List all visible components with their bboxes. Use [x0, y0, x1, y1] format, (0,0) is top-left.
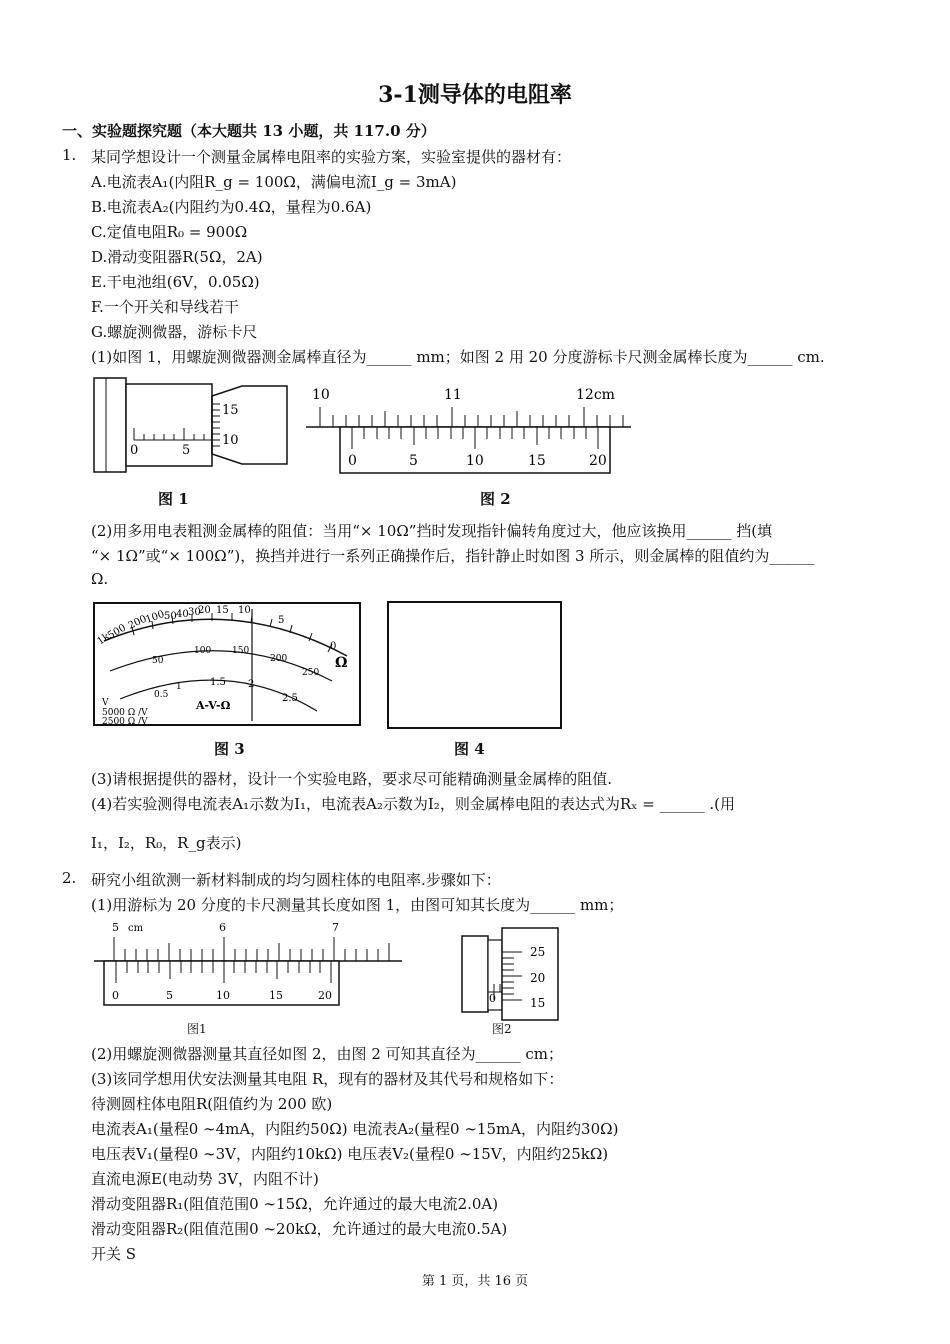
low-label-2.5: 2.5 [282, 693, 298, 704]
q1-part4-line1: (4)若实验测得电流表A₁示数为I₁，电流表A₂示数为I₂，则金属棒电阻的表达式为Rₓ = ______ .(用 [91, 795, 735, 813]
mid-label-150: 150 [232, 646, 250, 656]
low-label-1: 1 [176, 682, 182, 692]
main-label-11: 11 [444, 387, 462, 403]
main-label-12cm: 12cm [576, 387, 615, 403]
q2-item-1: 待测圆柱体电阻R(阻值约为 200 欧) [91, 1095, 333, 1113]
q2-item-4: 直流电源E(电动势 3V，内阻不计) [91, 1170, 319, 1188]
top-label-30: 30 [188, 607, 201, 618]
q1-fig3-caption: 图 3 [214, 740, 245, 758]
q1-part2-line3: Ω. [91, 570, 109, 588]
thimble-label-10: 10 [222, 433, 239, 448]
q2-fig1-caption: 图1 [187, 1022, 207, 1036]
meter-bottom-label-2: 2500 Ω /V [102, 717, 148, 727]
q1-item-g: G.螺旋测微器，游标卡尺 [91, 323, 258, 341]
q2-item-6: 滑动变阻器R₂(阻值范围0 ∼20kΩ，允许通过的最大电流0.5A) [91, 1220, 508, 1238]
q1-fig4-blank-box [387, 601, 562, 729]
q2-fig2-micrometer [460, 926, 560, 1022]
q2-number: 2. [62, 869, 77, 887]
q1-part1: (1)如图 1，用螺旋测微器测金属棒直径为______ mm；如图 2 用 20 分度游标卡尺测金属棒长度为______ cm. [91, 348, 825, 366]
q2-item-7: 开关 S [91, 1245, 137, 1263]
q2-item-5: 滑动变阻器R₁(阻值范围0 ∼15Ω，允许通过的最大电流2.0A) [91, 1195, 499, 1213]
top-label-40: 40 [176, 609, 189, 620]
top-label-100: 100 [144, 608, 166, 626]
q2-stem: 研究小组欲测一新材料制成的均匀圆柱体的电阻率.步骤如下： [91, 871, 501, 889]
q2-vernier-label-0: 0 [112, 989, 119, 1002]
q2-vernier-label-20: 20 [318, 989, 332, 1002]
q1-part4-line2: I₁，I₂，R₀，R_g表示) [91, 834, 242, 852]
q2-sleeve-label-0: 0 [489, 992, 496, 1005]
top-label-0: 0 [330, 641, 337, 652]
q1-item-a: A.电流表A₁(内阻R_g = 100Ω，满偏电流I_g = 3mA) [91, 173, 457, 191]
top-label-500: 500 [106, 622, 129, 642]
low-label-2: 2 [248, 679, 255, 690]
section-heading: 一、实验题探究题（本大题共 13 小题，共 117.0 分） [62, 122, 436, 140]
top-label-20: 20 [198, 605, 211, 616]
meter-bottom-label-1: 5000 Ω /V [102, 708, 148, 718]
main-label-10: 10 [312, 387, 330, 403]
q1-stem: 某同学想设计一个测量金属棒电阻率的实验方案，实验室提供的器材有： [91, 148, 572, 166]
mid-label-100: 100 [194, 646, 212, 656]
q2-main-label-cm: cm [128, 923, 144, 934]
low-label-1.5: 1.5 [210, 677, 226, 688]
mid-label-200: 200 [270, 654, 288, 664]
q1-part3: (3)请根据提供的器材，设计一个实验电路，要求尽可能精确测量金属棒的阻值. [91, 770, 613, 788]
q2-item-3: 电压表V₁(量程0 ∼3V，内阻约10kΩ) 电压表V₂(量程0 ∼15V，内阻约25kΩ) [91, 1145, 609, 1163]
vernier-label-20: 20 [589, 453, 607, 469]
thimble-label-15: 15 [222, 403, 239, 418]
q2-vernier-label-15: 15 [269, 989, 283, 1002]
q1-item-e: E.干电池组(6V，0.05Ω) [91, 273, 260, 291]
q1-fig4-caption: 图 4 [454, 740, 485, 758]
q1-item-d: D.滑动变阻器R(5Ω，2A) [91, 248, 263, 266]
q2-thimble-label-25: 25 [530, 945, 546, 959]
q1-item-c: C.定值电阻R₀ = 900Ω [91, 223, 248, 241]
q1-number: 1. [62, 146, 77, 164]
q1-fig2-caption: 图 2 [480, 490, 511, 508]
mid-label-50: 50 [152, 656, 164, 666]
q2-vernier-label-10: 10 [216, 989, 230, 1002]
q2-main-label-7: 7 [332, 921, 339, 934]
sleeve-label-5: 5 [182, 443, 191, 458]
q1-item-b: B.电流表A₂(内阻约为0.4Ω，量程为0.6A) [91, 198, 372, 216]
top-label-200: 200 [126, 613, 149, 632]
page-title: 3-1测导体的电阻率 [378, 82, 572, 108]
vernier-label-0: 0 [348, 453, 357, 469]
q2-thimble-label-15: 15 [530, 996, 546, 1010]
q2-fig1-caliper [94, 919, 406, 1017]
q2-thimble-label-20: 20 [530, 971, 546, 985]
vernier-label-5: 5 [409, 453, 418, 469]
q2-vernier-label-5: 5 [166, 989, 173, 1002]
q1-part2-line2: “× 1Ω”或“× 100Ω”)，换挡并进行一系列正确操作后，指针静止时如图 3 所示，则金属棒的阻值约为______ [91, 547, 815, 565]
meter-center-text: A-V-Ω [196, 699, 231, 712]
vernier-label-10: 10 [466, 453, 484, 469]
q1-fig1-micrometer [92, 376, 292, 476]
q1-fig1-caption: 图 1 [158, 490, 189, 508]
q2-main-label-5: 5 [112, 921, 119, 934]
top-label-50: 50 [164, 611, 177, 622]
page-footer: 第 1 页，共 16 页 [421, 1274, 529, 1289]
top-label-5: 5 [278, 615, 285, 626]
q1-item-f: F.一个开关和导线若干 [91, 298, 239, 316]
q2-fig2-caption: 图2 [492, 1022, 512, 1036]
mid-label-250: 250 [302, 668, 320, 678]
sleeve-label-0: 0 [130, 443, 139, 458]
q2-part3: (3)该同学想用伏安法测量其电阻 R，现有的器材及其代号和规格如下： [91, 1070, 564, 1088]
q2-part1: (1)用游标为 20 分度的卡尺测量其长度如图 1，由图可知其长度为______ mm； [91, 896, 624, 914]
q1-fig2-caliper [306, 383, 636, 478]
top-label-10: 10 [238, 605, 251, 616]
q1-fig3-multimeter [92, 601, 364, 729]
top-label-1k: 1k [95, 631, 112, 648]
meter-v-label: V [102, 698, 109, 708]
q2-part2: (2)用螺旋测微器测量其直径如图 2，由图 2 可知其直径为______ cm； [91, 1045, 564, 1063]
q1-part2-line1: (2)用多用电表粗测金属棒的阻值：当用“× 10Ω”挡时发现指针偏转角度过大，他应该换用______ 挡(填 [91, 522, 773, 540]
ohm-symbol: Ω [335, 655, 348, 671]
top-label-15: 15 [216, 605, 229, 616]
q2-main-label-6: 6 [219, 921, 226, 934]
low-label-0.5: 0.5 [154, 690, 169, 700]
q2-item-2: 电流表A₁(量程0 ∼4mA，内阻约50Ω) 电流表A₂(量程0 ∼15mA，内阻约30Ω) [91, 1120, 619, 1138]
vernier-label-15: 15 [528, 453, 546, 469]
